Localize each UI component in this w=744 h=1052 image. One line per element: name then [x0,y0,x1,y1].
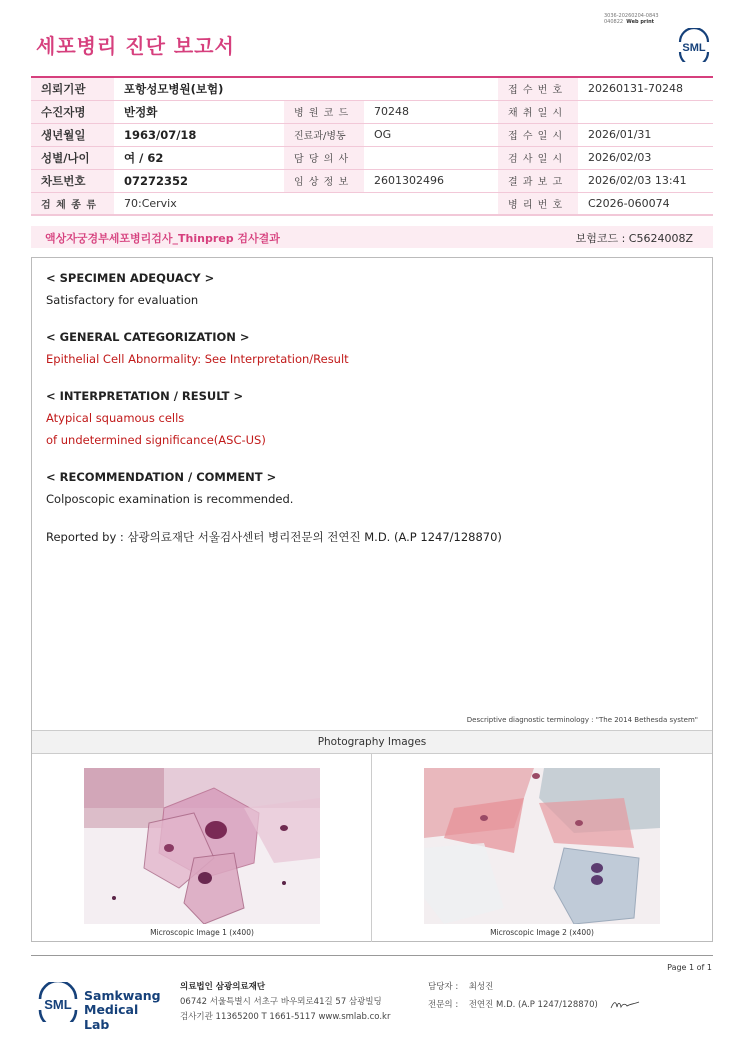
adequacy-text: Satisfactory for evaluation [46,293,199,307]
specimen-value: 70:Cervix [114,192,498,215]
print-id-line2: 040822 [604,19,624,25]
microscopic-image-1 [84,768,320,924]
chart-no-value: 07272352 [114,169,284,192]
specimen-label: 검 체 종 류 [31,192,114,215]
interpretation-line2: of undetermined significance(ASC-US) [46,433,266,447]
staff-name: 최성진 [468,982,494,992]
table-row [31,169,713,192]
sml-logo-icon [676,28,712,62]
logo-line2: Medical Lab [84,1002,139,1032]
result-date-value: 2026/02/03 13:41 [578,169,713,192]
patient-name-label: 수진자명 [31,100,114,123]
specialist-name: 전연진 M.D. (A.P 1247/128870) [468,1000,598,1010]
clinical-value: 2601302496 [364,169,498,192]
test-name: 액상자궁경부세포병리검사_Thinprep 검사결과 [45,232,280,245]
dept-value: OG [364,123,498,146]
reported-by: Reported by : 삼광의료재단 서울검사센터 병리전문의 전연진 M.D. (A.P 1247/128870) [46,530,502,544]
table-row [31,192,713,215]
print-label: Web print [626,19,655,25]
page-number: Page 1 of 1 [667,963,712,972]
path-no-label: 병 리 번 호 [498,192,578,215]
interpretation-heading: < INTERPRETATION / RESULT > [46,389,244,403]
hospital-code-label: 병 원 코 드 [284,100,364,123]
report-body [31,257,713,942]
logo-text: SML [682,42,706,54]
table-row [31,100,713,123]
staff-label: 담당자 : [428,982,459,992]
table-row [31,123,713,146]
photo-divider [371,754,372,942]
doctor-label: 담 당 의 사 [284,146,364,169]
receipt-no-value: 20260131-70248 [578,77,713,100]
footer-org-info [180,980,390,1025]
logo-line1: Samkwang [84,988,161,1003]
caption-1: Microscopic Image 1 (x400) [150,928,254,937]
print-id-line1: 3036-20260204-0843 [604,13,659,19]
caption-2: Microscopic Image 2 (x400) [490,928,594,937]
footer-staff-info [428,980,641,1013]
result-date-label: 결 과 보 고 [498,169,578,192]
table-row [31,77,713,100]
org-name: 의료법인 삼광의료재단 [180,982,266,992]
exam-date-value: 2026/02/03 [578,146,713,169]
category-text: Epithelial Cell Abnormality: See Interpretation/Result [46,352,349,366]
interpretation-line1: Atypical squamous cells [46,411,185,425]
footer-divider [31,955,713,956]
category-heading: < GENERAL CATEGORIZATION > [46,330,250,344]
collection-date-value [578,100,713,123]
hospital-code-value: 70248 [364,100,498,123]
birth-value: 1963/07/18 [114,123,284,146]
footer-logo [36,980,166,1032]
chart-no-label: 차트번호 [31,169,114,192]
sex-age-label: 성별/나이 [31,146,114,169]
patient-name-value: 반정화 [114,100,284,123]
terminology-note: Descriptive diagnostic terminology : "The 2014 Bethesda system" [466,716,698,724]
receipt-no-label: 접 수 번 호 [498,77,578,100]
insurance-code: 보험코드 : C5624008Z [575,232,693,245]
patient-info-table [31,76,713,216]
report-title: 세포병리 진단 보고서 [36,34,235,58]
sex-age-value: 여 / 62 [114,146,284,169]
org-contact: 검사기관 11365200 T 1661-5117 www.smlab.co.kr [180,1012,391,1022]
requesting-org-label: 의뢰기관 [31,77,114,100]
exam-date-label: 검 사 일 시 [498,146,578,169]
birth-label: 생년월일 [31,123,114,146]
sml-footer-logo-icon [36,982,80,1022]
specialist-label: 전문의 : [428,1000,459,1010]
photo-header: Photography Images [32,730,712,754]
collection-date-label: 채 취 일 시 [498,100,578,123]
table-row [31,146,713,169]
microscopic-image-2 [424,768,660,924]
doctor-value [364,146,498,169]
adequacy-heading: < SPECIMEN ADEQUACY > [46,271,215,285]
org-address: 06742 서울특별시 서초구 바우뫼로41길 57 삼광빌딩 [180,997,382,1007]
recommendation-heading: < RECOMMENDATION / COMMENT > [46,470,277,484]
dept-label: 진료과/병동 [284,123,364,146]
clinical-label: 임 상 정 보 [284,169,364,192]
print-id [604,13,684,25]
receipt-date-label: 접 수 일 시 [498,123,578,146]
test-bar [31,226,713,248]
footer-logo-abbr: SML [44,997,72,1012]
recommendation-text: Colposcopic examination is recommended. [46,492,294,506]
receipt-date-value: 2026/01/31 [578,123,713,146]
path-no-value: C2026-060074 [578,192,713,215]
requesting-org-value: 포항성모병원(보험) [114,77,498,100]
signature-icon [609,999,641,1011]
